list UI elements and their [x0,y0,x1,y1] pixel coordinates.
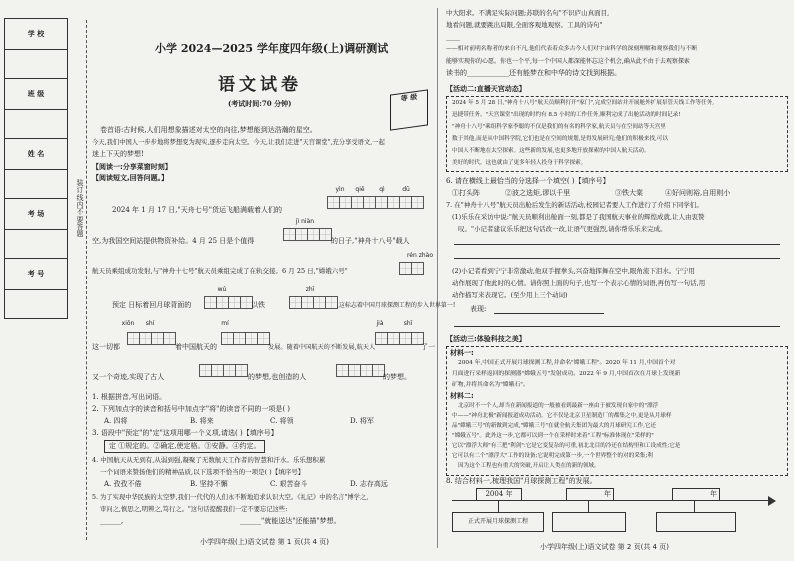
passage-line-5: 这一切都 [92,343,120,351]
question-7: 7. 在"神舟十八号"航天员出舱后发生的新话活动,校园记者要人工作进行了介绍下同学们。 [446,201,703,209]
question-8: 8. 结合材料一,梳理我国"月球探测工程"的发展。 [446,477,597,485]
q4-option-b[interactable]: B. 坚持不懈 [190,480,228,488]
passage-line-3: 航天员乘组成功发射,与"神舟十七号"航天员乘组完成了在轨交接。6 月 25 日,"嫦娥六号" [92,267,348,275]
exam-number-field[interactable] [5,290,68,319]
name-label: 姓 名 [5,139,68,170]
intro-line-2: 今天,我们中国人一步步地将梦想变为现实,逐步走向太空。今天,让我们走进"天宫课堂",充分享受语文,一起 [92,139,385,146]
exam-title: 小学 2024—2025 学年度四年级(上)调研测试 [155,42,389,55]
binding-line-text: 装 订 线 内 不 要 答 题 [76,179,84,239]
material-2-line: 品"嫦娥三号"的新做到完成,"嫦娥三号"在就全航天集团为最大的月球研究工作,它还 [452,423,657,429]
intro-line-3: 迷上下天的梦想! [92,150,144,158]
activity-2-line: 美好的时代。这也就由了更多年轻人投身于科学探索。 [452,160,587,166]
q6-option-2[interactable]: ②波之选矩,谬以千里 [505,189,571,197]
passage-line-4b: 以铁 [251,301,265,309]
question-4: 4. 中国航天从无到有,从弱到强,凝聚了无数航天工作者的智慧和汗水。乐乐想积累 [92,456,326,464]
passage-line-2b: 的日子,"神舟十八号"载人 [331,237,410,245]
timeline-event-1: 正式开展月球探测工程 [452,512,544,532]
name-field[interactable] [5,170,68,199]
activity-2-heading: 【活动二:直播天宫动态】 [446,85,526,93]
activity-2-line: 迅捷带任务。"天宫课堂"出现的时约有 8.5 小时的工作任务,顺利完成了出舱活动的时间记录! [452,112,681,118]
material-2-line: 因为这个工程也有重大的突破,开启让人类在的新的领域。 [458,463,600,469]
question-7-2: (2)小记者看到宁宁非常激动,他双手握拳头,兴奋地挥舞在空中,眼角流下泪水。宁宁用 [452,267,695,275]
part1-subheading: 【阅读短文,回答问题。】 [92,174,169,182]
question-6: 6. 请在横线上最恰当的分选择一个填空( )【填序号】 [446,177,610,185]
question-2: 2. 下列加点字的读音和括号中加点字"将"的读音不同的一项是( ) [92,405,291,413]
answer-grid[interactable] [200,364,248,377]
timeline-year-1: 2004 年 [476,488,522,501]
school-field[interactable] [5,50,68,79]
passage-line-6b: 的梦想,也创造的人 [248,373,307,381]
right-top-line-6: 读书的____________还有能梦在和中华的诗文找到根据。 [446,69,621,77]
answer-grid[interactable] [328,196,424,209]
question-7-2c: 动作描写来表现它。(至少用上三个动词) [452,291,568,299]
q4-option-d[interactable]: D. 志存高远 [350,480,388,488]
question-7-1b: 叹。"小记者建议乐乐把这句话改一改,让语气更强烈,请你帮乐乐来完成。 [458,225,667,233]
intro-line-1: 卷首语:古时候,人们用想象描述对太空的向往,梦想能到达浩瀚的星空。 [100,126,317,134]
timeline-event-2[interactable] [552,512,626,532]
q2-option-d[interactable]: D. 将军 [350,417,374,425]
q2-option-a[interactable]: A. 四将 [104,417,128,425]
passage-line-5d: 了一 [421,343,435,351]
q7-1-answer-line[interactable] [454,244,780,245]
page-divider [437,8,438,548]
passage-line-6c: 的梦想。 [383,373,411,381]
pinyin: zhī [305,286,315,293]
question-3: 3. 语段中"预定"的"定"这项用哪一个义项,请选( )【填序号】 [92,429,278,437]
q7-1-answer-line[interactable] [454,258,780,259]
answer-grid[interactable] [400,262,424,275]
subject-title: 语文试卷 [218,75,302,95]
activity-3-heading: 【活动三:体验科技之美】 [446,335,526,343]
question-1: 1. 根据拼音,写出词语。 [92,393,167,401]
right-top-line-5: 能够实现你的心愿。你也一个平,每一个中国人都深能怀忘这个机会,确从此不由于去观察探索 [446,58,690,65]
material-1-line: 矿物,并将其命名为"嫦娥石"。 [452,382,529,388]
binding-dash-line [86,20,87,540]
question-7-2d: 表现: [470,305,487,313]
question-5: 5. 为了实现中华民族的太空梦,我们一代代的人们永不断地追求认识大空。《礼记》中的名言"博学之, [92,494,369,501]
timeline-arrow-icon [768,496,776,506]
question-5b: 审问之,慎思之,明辨之,笃行之。"这句话提醒我们一定不要忘记这些: [100,506,288,513]
q4-option-c[interactable]: C. 艰苦奋斗 [270,480,308,488]
part1-heading: 【阅读一:分享菜窗时刻】 [92,163,172,171]
answer-grid[interactable] [290,296,338,309]
material-2-title: 材料二: [450,392,474,400]
pinyin: qiē [355,186,365,193]
timeline-connector [694,500,695,512]
grade-badge-label: 等 级 [400,91,418,104]
activity-2-line: 数于其他,而是从中国科学院,它们也是在空间的规划,是得发展研究;他们的积极来找,可以 [452,136,668,142]
pinyin: wú [217,286,227,293]
q6-option-1[interactable]: ①打头阵 [452,189,480,197]
passage-line-5b: 着中国航天的 [175,343,217,351]
timeline-year-2[interactable]: 年 [566,488,614,501]
footer-page-2: 小学四年级(上)语文试卷 第 2 页(共 4 页) [540,543,669,551]
exam-time: (考试时间:70 分钟) [228,99,292,108]
material-2-line: 中——"神舟北极"新闻报道成功活动。它不仅是北京卫星制造厂的都集之中,更是从月球样 [452,413,672,419]
pinyin: shī [403,320,413,327]
answer-grid[interactable] [337,364,385,377]
school-label: 学 校 [5,19,68,50]
class-label: 班 级 [5,79,68,110]
material-1-title: 材料一: [450,349,474,357]
material-2-line: 北京时不一个人,却当在新闻报道的一般被看到最新一座由于被发现自家中的"漂浮 [458,403,659,409]
pinyin: rén zhào [406,252,434,259]
pinyin: shí [145,320,155,327]
timeline-connector [588,500,589,512]
timeline-year-3[interactable]: 年 [672,488,720,501]
material-1-line: 2004 年,中国正式开展月球探测工程,并命名"嫦娥工程"。2020 年 11 月,中国首个对 [458,360,676,366]
class-field[interactable] [5,110,68,139]
answer-grid[interactable] [284,228,332,241]
pinyin: jià [376,320,384,327]
q6-option-4[interactable]: ④好问则裕,自用则小 [665,189,731,197]
question-7-1: (1)乐乐在采访中说:"航天员顺利出舱面一刻,都是了我国航天事业的辉煌成就,让人由衷赞 [452,213,705,221]
material-2-line: 它以"漂浮大师"有三把"利剑":它是它变复杂的可重,初北北目的冷还在结构里和工设成性;它是 [452,443,681,449]
pinyin: qì [379,186,385,193]
activity-2-line: 中国人不断地在太空探索。这些新的发展,也更多地开放探索的中国人航天活动。 [452,148,650,154]
q2-option-c[interactable]: C. 将领 [270,417,294,425]
question-7-2b: 动作展现了他此时的心情。请你照上面的句子,也写一个表示心情的词语,再仿写一句话,用 [452,279,706,287]
passage-line-5c: 发展。随着中国航天的不断发展,航天人 [268,344,376,351]
passage-line-4c: ,这标志着中国月球探测工程的步入世界第一! [337,302,456,309]
q6-option-3[interactable]: ③铁大棠 [615,189,643,197]
right-top-line-3[interactable]: ____ [446,33,460,41]
q7-2-emotion-line[interactable] [494,313,604,314]
passage-line-1: 2024 年 1 月 17 日,"天舟七号"货运飞船满载着人们的 [112,206,282,214]
q4-option-a[interactable]: A. 孜孜不倦 [104,480,142,488]
passage-line-2: 空,为我国空间站提供物资补给。4 月 25 日是个值得 [92,237,255,245]
timeline-connector [498,500,499,512]
room-field[interactable] [5,230,68,259]
material-2-line: 它可以有二个"漂浮大"工作的设备;它说明完成第一步,一个世界整个的对的采集;利 [452,453,653,459]
pinyin: mí [221,320,229,327]
footer-page-1: 小学四年级(上)语文试卷 第 1 页(共 4 页) [200,538,329,546]
room-label: 考 场 [5,199,68,230]
student-info-table [4,18,68,319]
right-top-line-2: 地看问题,就要跳出局限,全面客观地观察。工具的诗句" [446,21,603,29]
timeline-event-3[interactable] [656,512,736,532]
grade-badge [390,89,428,130]
right-top-line-1: 中大阳求。不满足实际问题;苏联的名句"不识庐山真面目, [446,9,610,17]
question-4b: 一个词语来赞扬他们的精神品质,以下选项不恰当的一项是( )【填序号】 [100,468,305,476]
exam-number-label: 考 号 [5,259,68,290]
question-5c[interactable]: ______, [100,517,124,525]
answer-grid[interactable] [376,332,424,345]
answer-grid[interactable] [128,332,176,345]
right-top-line-4: ——相对前明名称者的来自不凡,他们代表着众多古今人们对宇宙科学的深刻理解和观察我们与不断 [446,46,698,52]
passage-line-4: 预定 日标着回月球背面的 [112,301,192,309]
activity-2-line: 2024 年 5 月 28 日,"神舟十八号"航天员顺利打开"家门",完成空间站并开展舱外扩展泵管天线工作等任务, [452,100,714,106]
q2-option-b[interactable]: B. 将来 [190,417,214,425]
pinyin: xiōn [121,320,135,327]
material-2-line: "嫦娥五号"。此外这一步,它都可以到一个在采样时来着"工程"标准体现在"采样的" [452,433,654,439]
answer-grid[interactable] [222,332,270,345]
q7-2-answer-line[interactable] [454,326,780,327]
pinyin: yìn [335,186,345,193]
question-5d[interactable]: ______"就能送达"还能描"梦想。 [240,517,341,525]
pinyin: jì niàn [295,218,315,225]
passage-line-6: 又一个奇迹,实现了古人 [92,373,165,381]
q3-definition-box: 定 ①规定的。②确定,使定格。③安静。④约定。 [104,440,265,453]
activity-2-line: "神舟十八号"乘组科学家李聪的不仅是我们的有名的科学家,航天员与在空间站等天宫里 [452,124,666,130]
material-1-line: 月面进行采样返回的探测器"嫦娥五号"发射成功。2022 年 9 月,中国首次在月球上发现新 [452,371,681,377]
answer-grid[interactable] [205,296,253,309]
pinyin: dū [402,186,410,193]
